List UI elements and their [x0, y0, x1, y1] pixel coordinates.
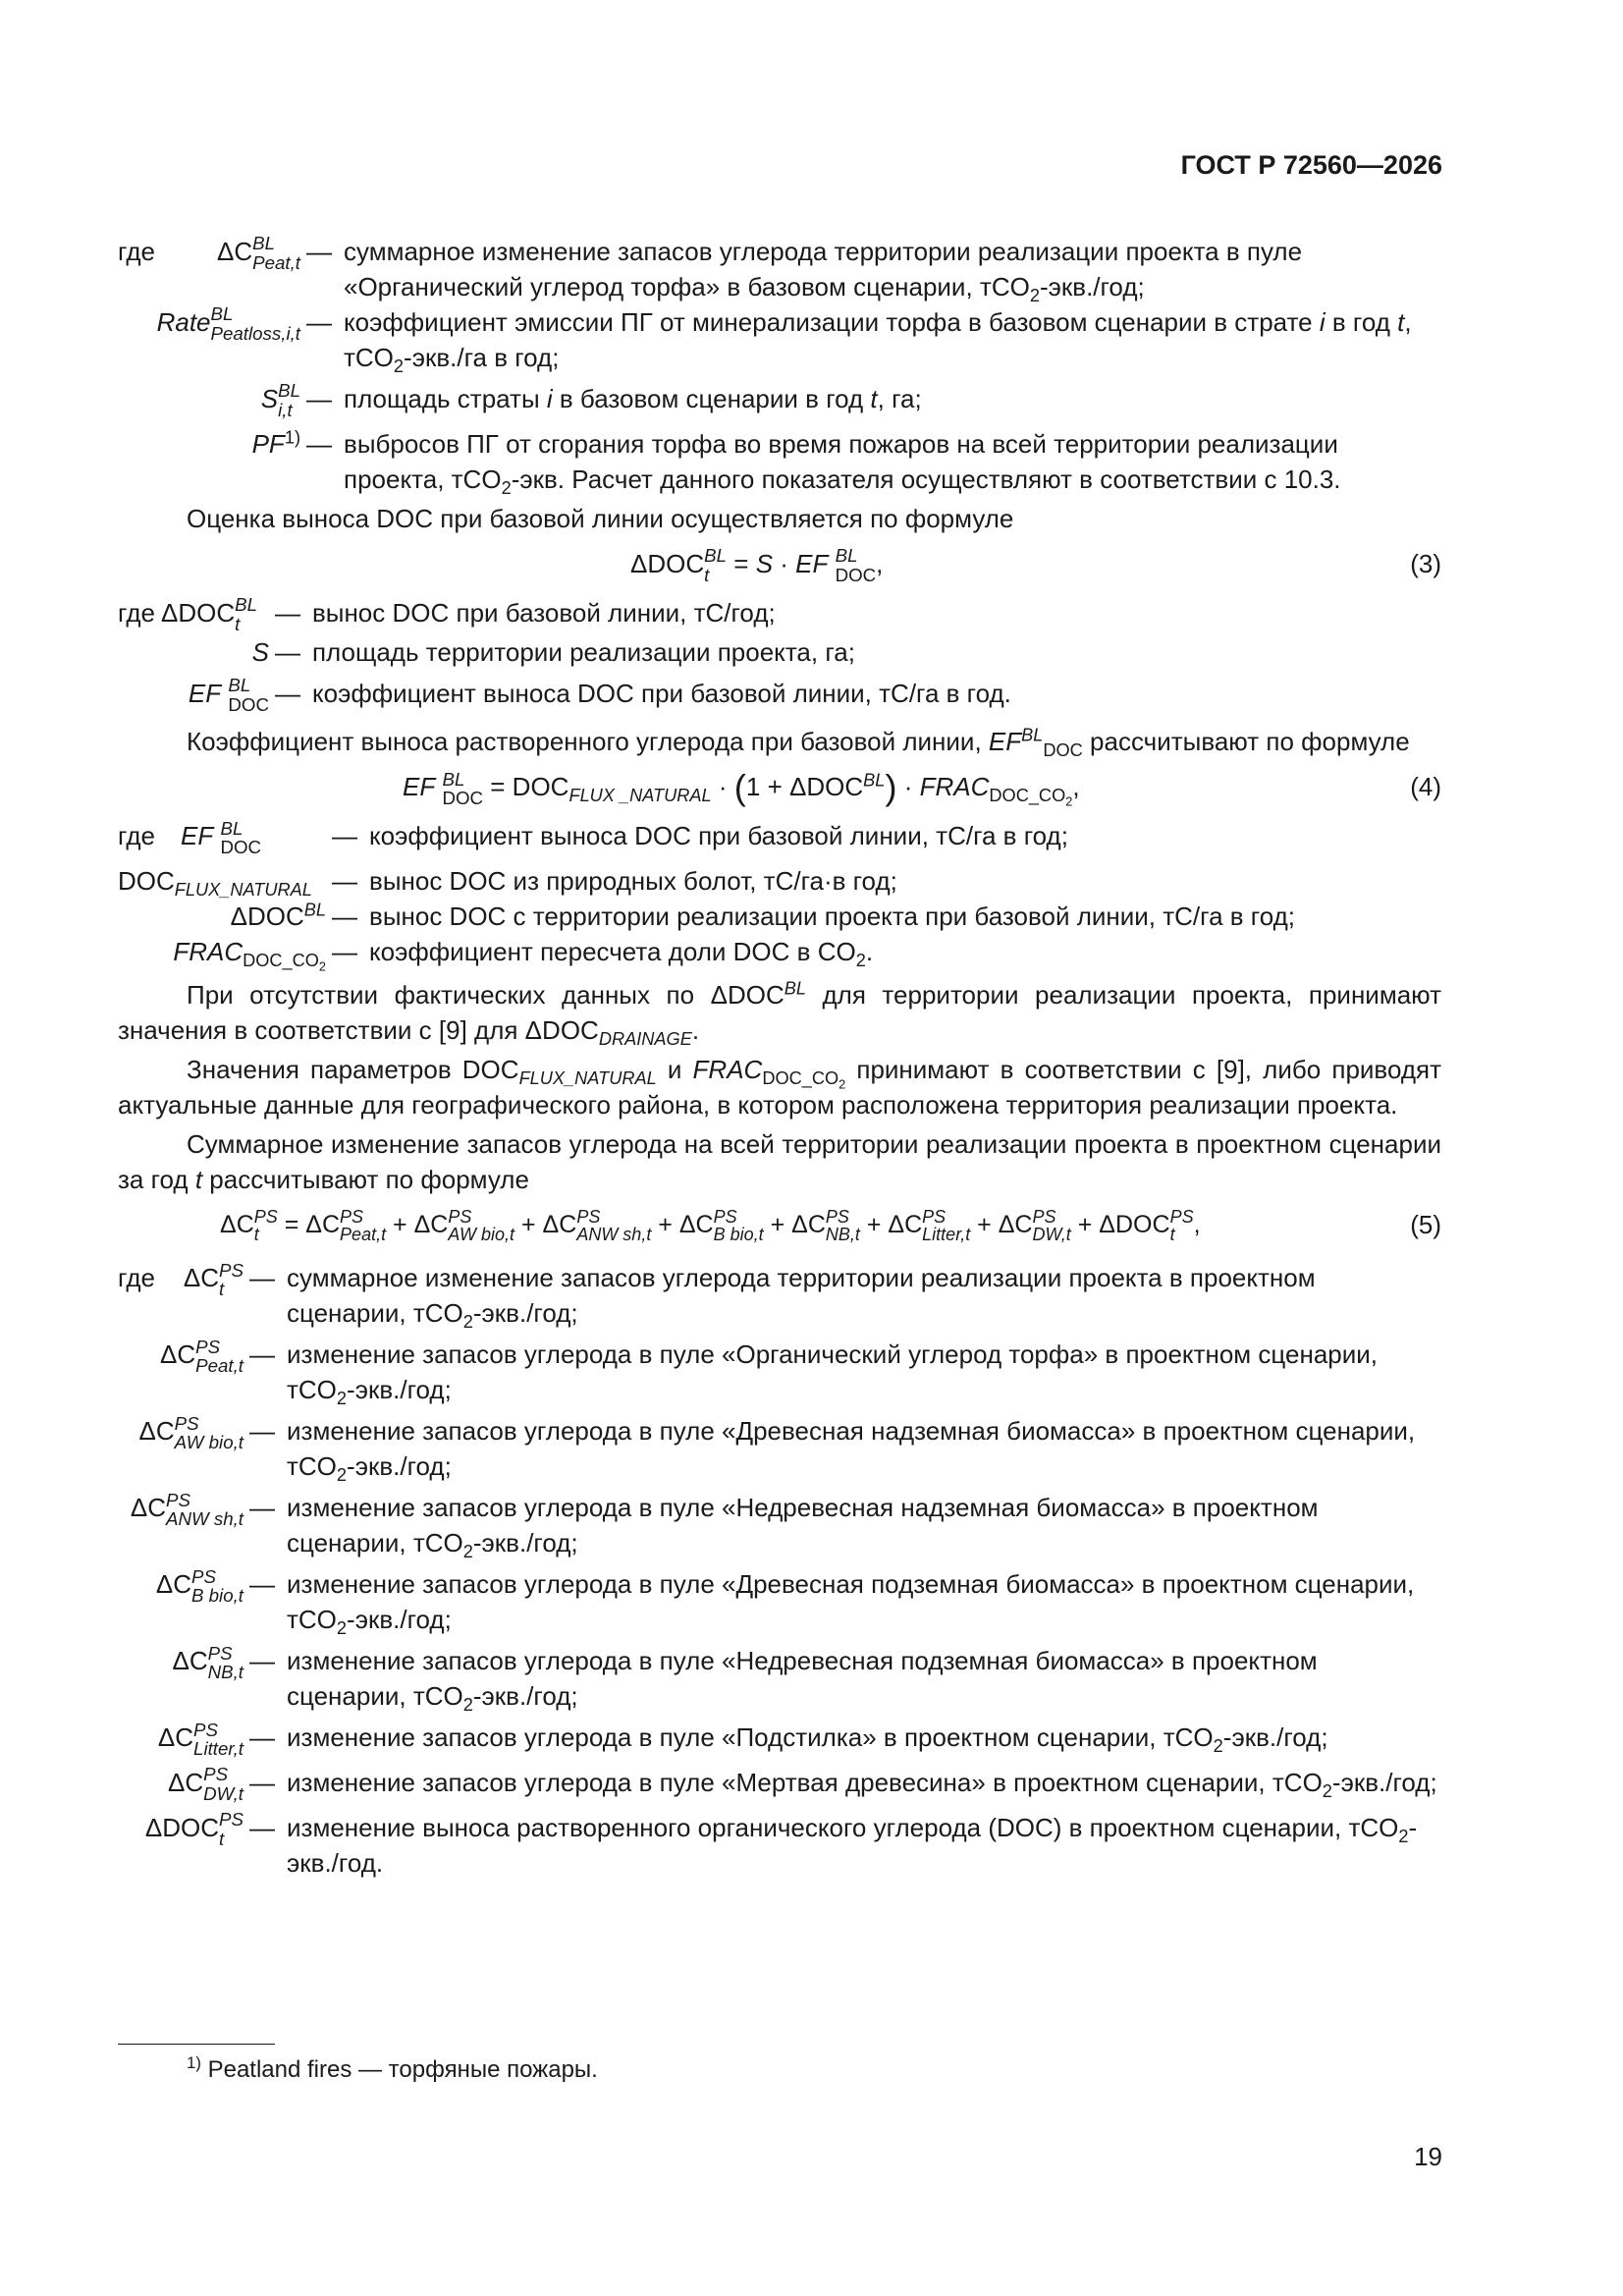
definition-text: коэффициент эмиссии ПГ от минерализации торфа в базовом сценарии в страте i в год t, тCO$_2$-экв./га в год;: [344, 307, 1412, 377]
definitions-block-doc: [118, 595, 1441, 715]
definition-symbol: ΔDOC BL t: [160, 594, 257, 634]
definition-row: [118, 595, 1441, 634]
footnote-text: Peatland fires — торфяные пожары.: [207, 2056, 598, 2083]
definition-text: суммарное изменение запасов углерода территории реализации проекта в пуле «Органический углерод торфа» в базовом сценарии, тCO$_2$-экв./год;: [344, 237, 1303, 306]
formula-5-expression: ΔC PS t = ΔC PS Peat,t + ΔC PS AW bio,t + ΔC PS ANW sh,t + ΔC PS B bio,t + ΔC PS NB,t + ΔC PS Litter,t + ΔC PS DW,t + ΔDOC PS t ,: [220, 1206, 1201, 1245]
definition-dash: —: [249, 1646, 275, 1676]
definition-row: [118, 1714, 1441, 1759]
definition-row: [118, 1260, 1441, 1331]
definition-symbol: EF BL DOC: [181, 817, 262, 858]
definition-text: изменение запасов углерода в пуле «Недревесная надземная биомасса» в проектном сценарии, тCO$_2$-экв./год;: [287, 1493, 1319, 1562]
definition-dash: —: [274, 678, 300, 708]
definition-symbol: ΔC PS B bio,t: [155, 1565, 243, 1607]
definition-symbol: ΔC PS AW bio,t: [138, 1412, 243, 1453]
formula-5-number: (5): [1410, 1210, 1441, 1240]
definition-symbol: $FRAC_{DOC\_CO_2}$: [173, 937, 326, 974]
definition-dash: —: [306, 237, 332, 266]
definition-symbol: $DOC_{FLUX\_NATURAL}$: [118, 866, 312, 901]
definition-text: изменение запасов углерода в пуле «Мертвая древесина» в проектном сценарии, тCO$_2$-экв./год;: [287, 1767, 1437, 1802]
definition-row: [118, 1560, 1441, 1637]
definition-symbol: ΔC PS ANW sh,t: [130, 1489, 243, 1530]
paragraph-doc-estimate: Оценка выноса DOC при базовой линии осуществляется по формуле: [187, 503, 1014, 533]
definition-dash: —: [249, 1569, 275, 1600]
definition-text: коэффициент выноса DOC при базовой линии, тС/га в год.: [311, 678, 1011, 708]
definition-dash: —: [274, 597, 300, 628]
definition-text: изменение запасов углерода в пуле «Органический углерод торфа» в проектном сценарии, тCO$_2$-экв./год;: [287, 1339, 1379, 1409]
definition-text: изменение запасов углерода в пуле «Подстилка» в проектном сценарии, тCO$_2$-экв./год;: [287, 1722, 1328, 1757]
paragraph-parameter-values: Значения параметров $DOC_{FLUX\_NATURAL}$ и $FRAC_{DOC\_CO_2}$ принимают в соответствии с [9], либо приводят актуальные данные для географического района, в котором расположена территория реализации проекта.: [118, 1055, 1441, 1121]
definition-dash: —: [332, 902, 357, 932]
definition-symbol: EF BL DOC: [188, 675, 269, 715]
definition-text: вынос DOC при базовой линии, тС/год;: [311, 597, 776, 628]
where-word: где: [118, 821, 155, 851]
definition-dash: —: [332, 821, 357, 851]
definition-symbol: ΔC PS t: [183, 1259, 243, 1300]
definition-symbol: ΔC PS NB,t: [172, 1642, 243, 1683]
formula-3-number: (3): [1410, 548, 1441, 578]
definition-row: [118, 234, 1441, 304]
definition-row: [118, 818, 1441, 857]
definition-text: коэффициент выноса DOC при базовой линии, тС/га в год;: [369, 821, 1068, 851]
paragraph-coefficient: Коэффициент выноса растворенного углерода при базовой линии, $EF^{BL}_{DOC}$ рассчитывают по формуле: [187, 725, 1410, 761]
definition-text: изменение запасов углерода в пуле «Недревесная подземная биомасса» в проектном сценарии, тCO$_2$-экв./год;: [287, 1646, 1318, 1716]
definition-dash: —: [306, 428, 332, 459]
document-header: ГОСТ Р 72560—2026: [1180, 150, 1442, 180]
definition-row: [118, 1804, 1441, 1881]
definition-symbol: S BL i,t: [260, 380, 300, 421]
definition-symbol: $\Delta DOC^{BL}$: [230, 900, 326, 932]
definition-row: [118, 670, 1441, 715]
definition-row: [118, 375, 1441, 420]
definition-symbol: ΔDOC PS t: [144, 1809, 243, 1849]
definition-text: коэффициент пересчета доли DOC в $CO_2$.: [369, 937, 874, 971]
definition-dash: —: [249, 1263, 275, 1293]
definition-symbol: PF$^{1)}$: [251, 427, 300, 459]
definition-text: площадь территории реализации проекта, га;: [311, 636, 855, 667]
definition-dash: —: [249, 1722, 275, 1753]
paragraph-absence-data: При отсутствии фактических данных по $\Delta DOC^{BL}$ для территории реализации проекта, принимают значения в соответствии с [9] для $\Delta DOC_{DRAINAGE}$.: [118, 978, 1441, 1050]
where-word: где: [118, 237, 155, 266]
definition-row: [118, 899, 1441, 934]
definition-text: суммарное изменение запасов углерода территории реализации проекта в проектном сценарии, тCO$_2$-экв./год;: [287, 1263, 1316, 1333]
formula-3: [118, 538, 1441, 589]
definition-dash: —: [306, 307, 332, 337]
definitions-block-baseline-peat: [118, 234, 1441, 497]
page-number: 19: [1414, 2142, 1442, 2171]
formula-3-expression: ΔDOC BL t = S · EF BL DOC ,: [630, 545, 884, 585]
definition-dash: —: [249, 1339, 275, 1370]
definition-symbol: ΔC PS Peat,t: [159, 1336, 243, 1377]
formula-4: [118, 761, 1441, 812]
definition-row: [118, 634, 1441, 670]
definition-row: [118, 1484, 1441, 1560]
definition-row: [118, 1331, 1441, 1407]
definition-dash: —: [249, 1416, 275, 1447]
definition-row: [118, 1759, 1441, 1804]
definition-dash: —: [306, 384, 332, 413]
definition-text: изменение запасов углерода в пуле «Древесная подземная биомасса» в проектном сценарии, тCO$_2$-экв./год;: [287, 1569, 1415, 1639]
definition-dash: —: [332, 937, 357, 967]
formula-5: [118, 1199, 1441, 1250]
definition-dash: —: [249, 1493, 275, 1523]
definition-dash: —: [249, 1812, 275, 1842]
definition-text: изменение выноса растворенного органического углерода (DOC) в проектном сценарии, тCO$_2$-экв./год.: [287, 1812, 1418, 1878]
definition-dash: —: [332, 866, 357, 897]
where-word: где: [118, 597, 155, 628]
formula-4-number: (4): [1410, 772, 1441, 802]
footnote: [187, 2052, 598, 2088]
definition-row: [118, 420, 1441, 497]
footnote-separator: [118, 2044, 275, 2045]
definition-symbol: ΔC PS DW,t: [167, 1764, 243, 1804]
definition-symbol: ΔC BL Peat,t: [216, 233, 300, 274]
definitions-block-project: [118, 1260, 1441, 1881]
where-word: где: [118, 1263, 155, 1293]
paragraph-total-change: Суммарное изменение запасов углерода на всей территории реализации проекта в проектном сценарии за год t рассчитывают по формуле: [118, 1129, 1441, 1195]
definition-row: [118, 934, 1441, 969]
definition-row: [118, 304, 1441, 375]
definition-text: площадь страты i в базовом сценарии в год t, га;: [344, 384, 922, 413]
definition-dash: —: [274, 636, 300, 667]
definition-text: выбросов ПГ от сгорания торфа во время пожаров на всей территории реализации проекта, тCO$_2$-экв. Расчет данного показателя осуществляют в соответствии с 10.3.: [344, 428, 1341, 498]
definition-row: [118, 1407, 1441, 1484]
footnote-mark: 1): [187, 2053, 201, 2072]
page-content: [118, 234, 1441, 1881]
definition-symbol: Rate BL Peatloss,i,t: [156, 303, 300, 345]
definition-row: [118, 1637, 1441, 1714]
definition-text: вынос DOC с территории реализации проекта при базовой линии, тС/га в год;: [369, 902, 1295, 932]
footnote-marker: 1): [284, 427, 300, 448]
formula-4-expression: EF BL DOC = $DOC_{FLUX \_NATURAL} \cdot (1 + \Delta DOC^{BL})$ · $FRAC_{DOC\_CO_2}$,: [403, 767, 1080, 810]
definition-dash: —: [249, 1767, 275, 1797]
definition-text: изменение запасов углерода в пуле «Древесная надземная биомасса» в проектном сценарии, тCO$_2$-экв./год;: [287, 1416, 1416, 1486]
definition-text: вынос DOC из природных болот, тС/га·в год;: [369, 866, 897, 897]
definitions-block-flux: [118, 817, 1441, 974]
definition-symbol: S: [251, 636, 269, 667]
definition-symbol: ΔC PS Litter,t: [157, 1719, 243, 1760]
definition-row: [118, 857, 1441, 899]
